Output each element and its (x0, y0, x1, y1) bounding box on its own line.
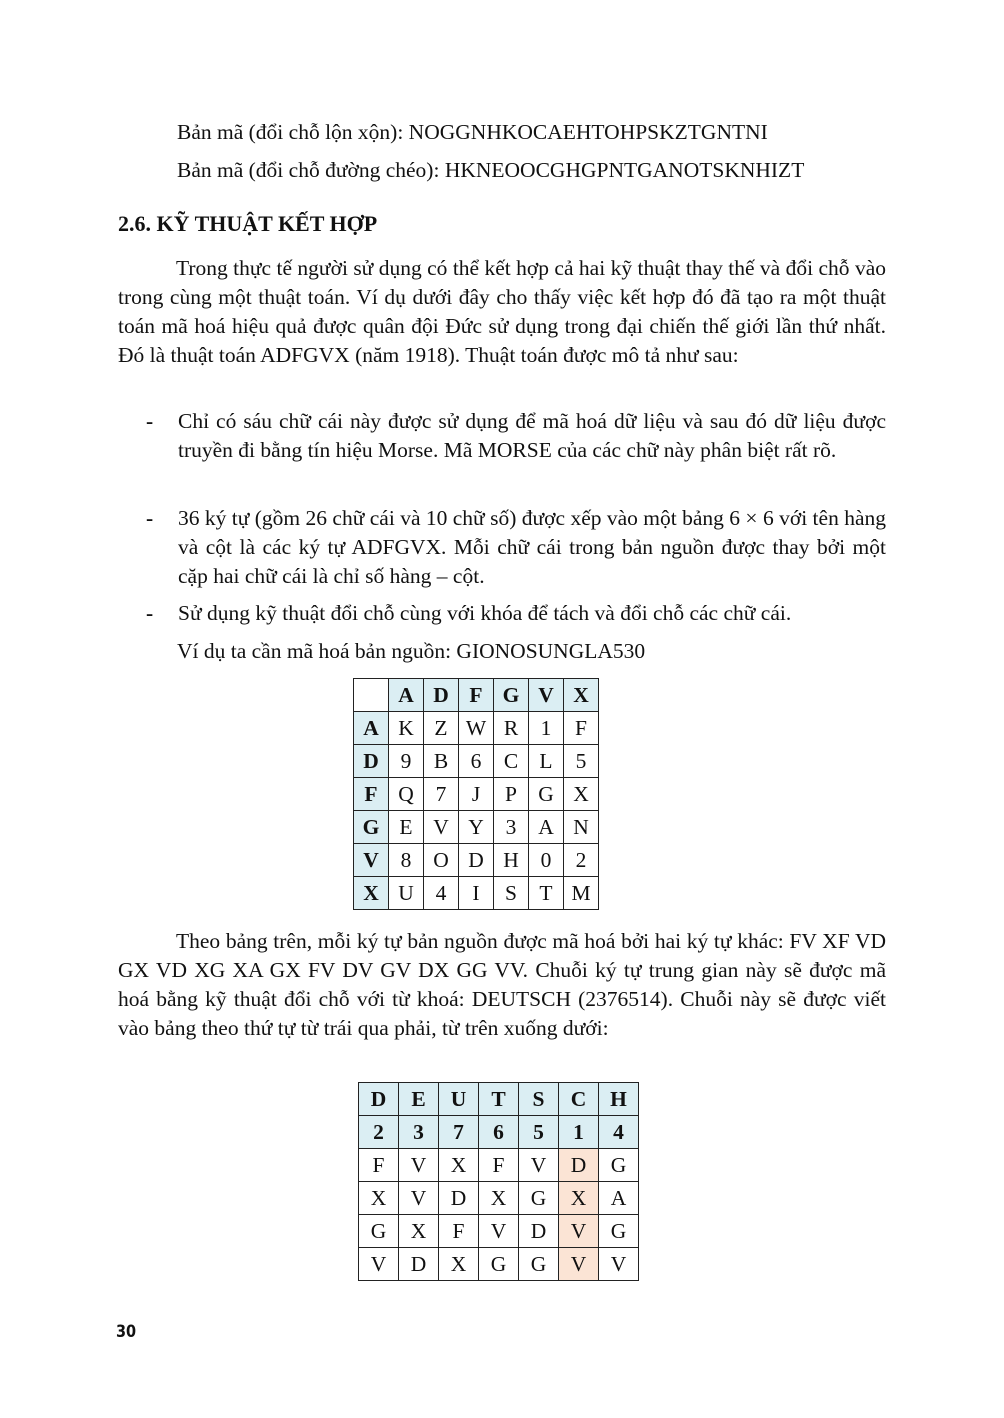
table-cell: 9 (389, 745, 424, 778)
keyword-cell: D (359, 1083, 399, 1116)
order-row (359, 1116, 639, 1149)
highlighted-cell: X (559, 1182, 599, 1215)
table-cell: X (399, 1215, 439, 1248)
table-cell: Q (389, 778, 424, 811)
adfgvx-substitution-table (353, 678, 599, 910)
table-cell: N (564, 811, 599, 844)
table-cell: F (479, 1149, 519, 1182)
table-cell: V (424, 811, 459, 844)
table-cell: X (479, 1182, 519, 1215)
table-cell: V (599, 1248, 639, 1281)
table-cell: V (479, 1215, 519, 1248)
table-cell: 8 (389, 844, 424, 877)
table-cell: 2 (564, 844, 599, 877)
table-cell: V (359, 1248, 399, 1281)
table-cell: 1 (529, 712, 564, 745)
table-cell: D (399, 1248, 439, 1281)
table-cell: 7 (424, 778, 459, 811)
table-row (359, 1215, 639, 1248)
keyword-cell: U (439, 1083, 479, 1116)
table-row (354, 745, 599, 778)
table-cell: E (389, 811, 424, 844)
table-header-row (354, 679, 599, 712)
table-corner-cell (354, 679, 389, 712)
row-header: F (354, 778, 389, 811)
table-cell: A (529, 811, 564, 844)
table-cell: G (479, 1248, 519, 1281)
table-cell: K (389, 712, 424, 745)
order-cell: 4 (599, 1116, 639, 1149)
table-cell: B (424, 745, 459, 778)
table-cell: 5 (564, 745, 599, 778)
ciphertext-diagonal-line: Bản mã (đổi chỗ đường chéo): HKNEOOCGHGPNTGANOTSKNHIZT (177, 158, 805, 182)
ciphertext-scramble-line: Bản mã (đổi chỗ lộn xộn): NOGGNHKOCAEHTOHPSKZTGNTNI (177, 120, 768, 144)
column-header: V (529, 679, 564, 712)
highlighted-cell: V (559, 1248, 599, 1281)
table-cell: G (519, 1248, 559, 1281)
highlighted-cell: V (559, 1215, 599, 1248)
table-cell: 4 (424, 877, 459, 910)
table-row (354, 877, 599, 910)
paragraph-explanation (118, 927, 886, 1043)
bullet-item (118, 599, 886, 628)
table-cell: G (599, 1149, 639, 1182)
paragraph-intro (118, 254, 886, 370)
paragraph-intro-text: Trong thực tế người sử dụng có thể kết hợp cả hai kỹ thuật thay thế và đổi chỗ vào trong cùng một thuật toán. Ví dụ dưới đây cho thấy việc kết hợp đó đã tạo ra một thuật toán mã hoá hiệu quả được quân đội Đức sử dụng trong đại chiến thế giới lần thứ nhất. Đó là thuật toán ADFGVX (năm 1918). Thuật toán được mô tả như sau: (118, 256, 886, 367)
table-cell: G (359, 1215, 399, 1248)
table-cell: T (529, 877, 564, 910)
table-row (359, 1149, 639, 1182)
table-row (354, 712, 599, 745)
table-cell: D (439, 1182, 479, 1215)
table-cell: S (494, 877, 529, 910)
bullet-text: 36 ký tự (gồm 26 chữ cái và 10 chữ số) được xếp vào một bảng 6 × 6 với tên hàng và cột là các ký tự ADFGVX. Mỗi chữ cái trong bản nguồn được thay bởi một cặp hai chữ cái là chỉ số hàng – cột. (178, 506, 886, 588)
table-cell: C (494, 745, 529, 778)
table-cell: 0 (529, 844, 564, 877)
order-cell: 6 (479, 1116, 519, 1149)
table-cell: O (424, 844, 459, 877)
table-row (359, 1248, 639, 1281)
table-cell: F (359, 1149, 399, 1182)
table-row (354, 844, 599, 877)
table-cell: V (399, 1149, 439, 1182)
row-header: G (354, 811, 389, 844)
table-cell: U (389, 877, 424, 910)
table-cell: G (529, 778, 564, 811)
table-cell: P (494, 778, 529, 811)
table-cell: H (494, 844, 529, 877)
bullet-item (118, 407, 886, 465)
column-header: F (459, 679, 494, 712)
row-header: V (354, 844, 389, 877)
keyword-cell: E (399, 1083, 439, 1116)
table-cell: Y (459, 811, 494, 844)
order-cell: 1 (559, 1116, 599, 1149)
table-row (354, 778, 599, 811)
order-cell: 2 (359, 1116, 399, 1149)
table-cell: F (564, 712, 599, 745)
page-number: 30 (116, 1322, 137, 1342)
table-cell: A (599, 1182, 639, 1215)
keyword-cell: S (519, 1083, 559, 1116)
column-header: X (564, 679, 599, 712)
order-cell: 7 (439, 1116, 479, 1149)
column-header: A (389, 679, 424, 712)
table-cell: 6 (459, 745, 494, 778)
bullet-marker: - (146, 601, 154, 625)
table-cell: F (439, 1215, 479, 1248)
bullet-item (118, 504, 886, 591)
keyword-cell: T (479, 1083, 519, 1116)
order-cell: 5 (519, 1116, 559, 1149)
column-header: G (494, 679, 529, 712)
row-header: X (354, 877, 389, 910)
table-cell: D (459, 844, 494, 877)
table-cell: Z (424, 712, 459, 745)
table-cell: W (459, 712, 494, 745)
table-cell: X (359, 1182, 399, 1215)
highlighted-cell: D (559, 1149, 599, 1182)
row-header: D (354, 745, 389, 778)
bullet-text: Chỉ có sáu chữ cái này được sử dụng để mã hoá dữ liệu và sau đó dữ liệu được truyền đi bằng tín hiệu Morse. Mã MORSE của các chữ này phân biệt rất rõ. (178, 409, 886, 462)
bullet-text: Sử dụng kỹ thuật đổi chỗ cùng với khóa để tách và đổi chỗ các chữ cái. (178, 601, 792, 625)
example-line: Ví dụ ta cần mã hoá bản nguồn: GIONOSUNGLA530 (177, 639, 646, 663)
table-cell: L (529, 745, 564, 778)
transposition-table (358, 1082, 639, 1281)
table-cell: V (519, 1149, 559, 1182)
bullet-marker: - (146, 409, 154, 433)
table-cell: X (439, 1248, 479, 1281)
row-header: A (354, 712, 389, 745)
table-cell: J (459, 778, 494, 811)
bullet-marker: - (146, 506, 154, 530)
keyword-cell: H (599, 1083, 639, 1116)
section-heading: 2.6. KỸ THUẬT KẾT HỢP (118, 211, 378, 236)
table-cell: X (564, 778, 599, 811)
table-row (359, 1182, 639, 1215)
table-cell: D (519, 1215, 559, 1248)
keyword-row (359, 1083, 639, 1116)
paragraph-explanation-text: Theo bảng trên, mỗi ký tự bản nguồn được mã hoá bởi hai ký tự khác: FV XF VD GX VD XG XA GX FV DV GV DX GG VV. Chuỗi ký tự trung gian này sẽ được mã hoá bằng kỹ thuật đổi chỗ với từ khoá: DEUTSCH (2376514). Chuỗi này sẽ được viết vào bảng theo thứ tự từ trái qua phải, từ trên xuống dưới: (118, 929, 886, 1040)
table-cell: G (519, 1182, 559, 1215)
table-row (354, 811, 599, 844)
table-cell: 3 (494, 811, 529, 844)
table-cell: V (399, 1182, 439, 1215)
keyword-cell: C (559, 1083, 599, 1116)
table-cell: M (564, 877, 599, 910)
table-cell: I (459, 877, 494, 910)
table-cell: R (494, 712, 529, 745)
column-header: D (424, 679, 459, 712)
order-cell: 3 (399, 1116, 439, 1149)
table-cell: X (439, 1149, 479, 1182)
table-cell: G (599, 1215, 639, 1248)
